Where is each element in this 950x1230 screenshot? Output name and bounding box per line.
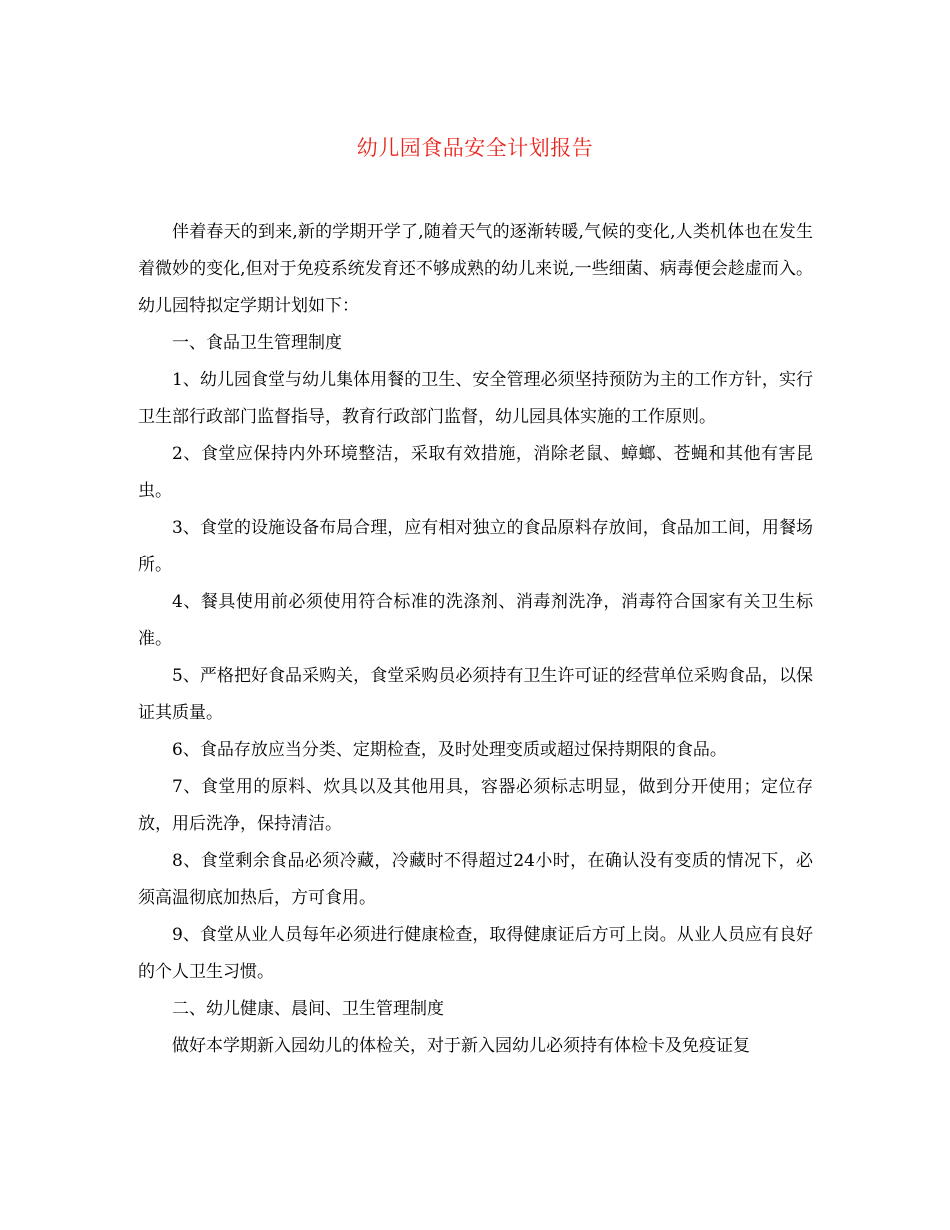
paragraph-health-intro: 做好本学期新入园幼儿的体检关，对于新入园幼儿必须持有体检卡及免疫证复 [172,1036,750,1056]
document-title: 幼儿园食品安全计划报告 [356,136,594,160]
paragraph-item-8: 8、食堂剩余食品必须冷藏，冷藏时不得超过24小时，在确认没有变质的情况下，必须高温彻底加热后，方可食用。 [138,851,813,908]
paragraph-item-3: 3、食堂的设施设备布局合理，应有相对独立的食品原料存放间，食品加工间，用餐场所。 [138,518,813,575]
paragraph-item-7: 7、食堂用的原料、炊具以及其他用具，容器必须标志明显，做到分开使用；定位存放，用后洗净，保持清洁。 [138,777,813,834]
paragraph-intro: 伴着春天的到来,新的学期开学了,随着天气的逐渐转暖,气候的变化,人类机体也在发生着微妙的变化,但对于免疫系统发育还不够成熟的幼儿来说,一些细菌、病毒便会趁虚而入。幼儿园特拟定学期计划如下： [138,222,813,316]
paragraph-item-5: 5、严格把好食品采购关，食堂采购员必须持有卫生许可证的经营单位采购食品，以保证其质量。 [138,666,813,723]
paragraph-item-9: 9、食堂从业人员每年必须进行健康检查，取得健康证后方可上岗。从业人员应有良好的个人卫生习惯。 [138,925,813,982]
section-heading-health: 二、幼儿健康、晨间、卫生管理制度 [172,999,444,1019]
paragraph-item-2: 2、食堂应保持内外环境整洁，采取有效措施，消除老鼠、蟑螂、苍蝇和其他有害昆虫。 [138,444,813,501]
paragraph-item-1: 1、幼儿园食堂与幼儿集体用餐的卫生、安全管理必须坚持预防为主的工作方针，实行卫生部行政部门监督指导，教育行政部门监督，幼儿园具体实施的工作原则。 [138,370,813,427]
paragraph-item-6: 6、食品存放应当分类、定期检查，及时处理变质或超过保持期限的食品。 [172,740,727,760]
paragraph-item-4: 4、餐具使用前必须使用符合标准的洗涤剂、消毒剂洗净，消毒符合国家有关卫生标准。 [138,592,813,649]
section-heading-food-hygiene: 一、食品卫生管理制度 [172,333,342,353]
document-body [138,214,813,1065]
